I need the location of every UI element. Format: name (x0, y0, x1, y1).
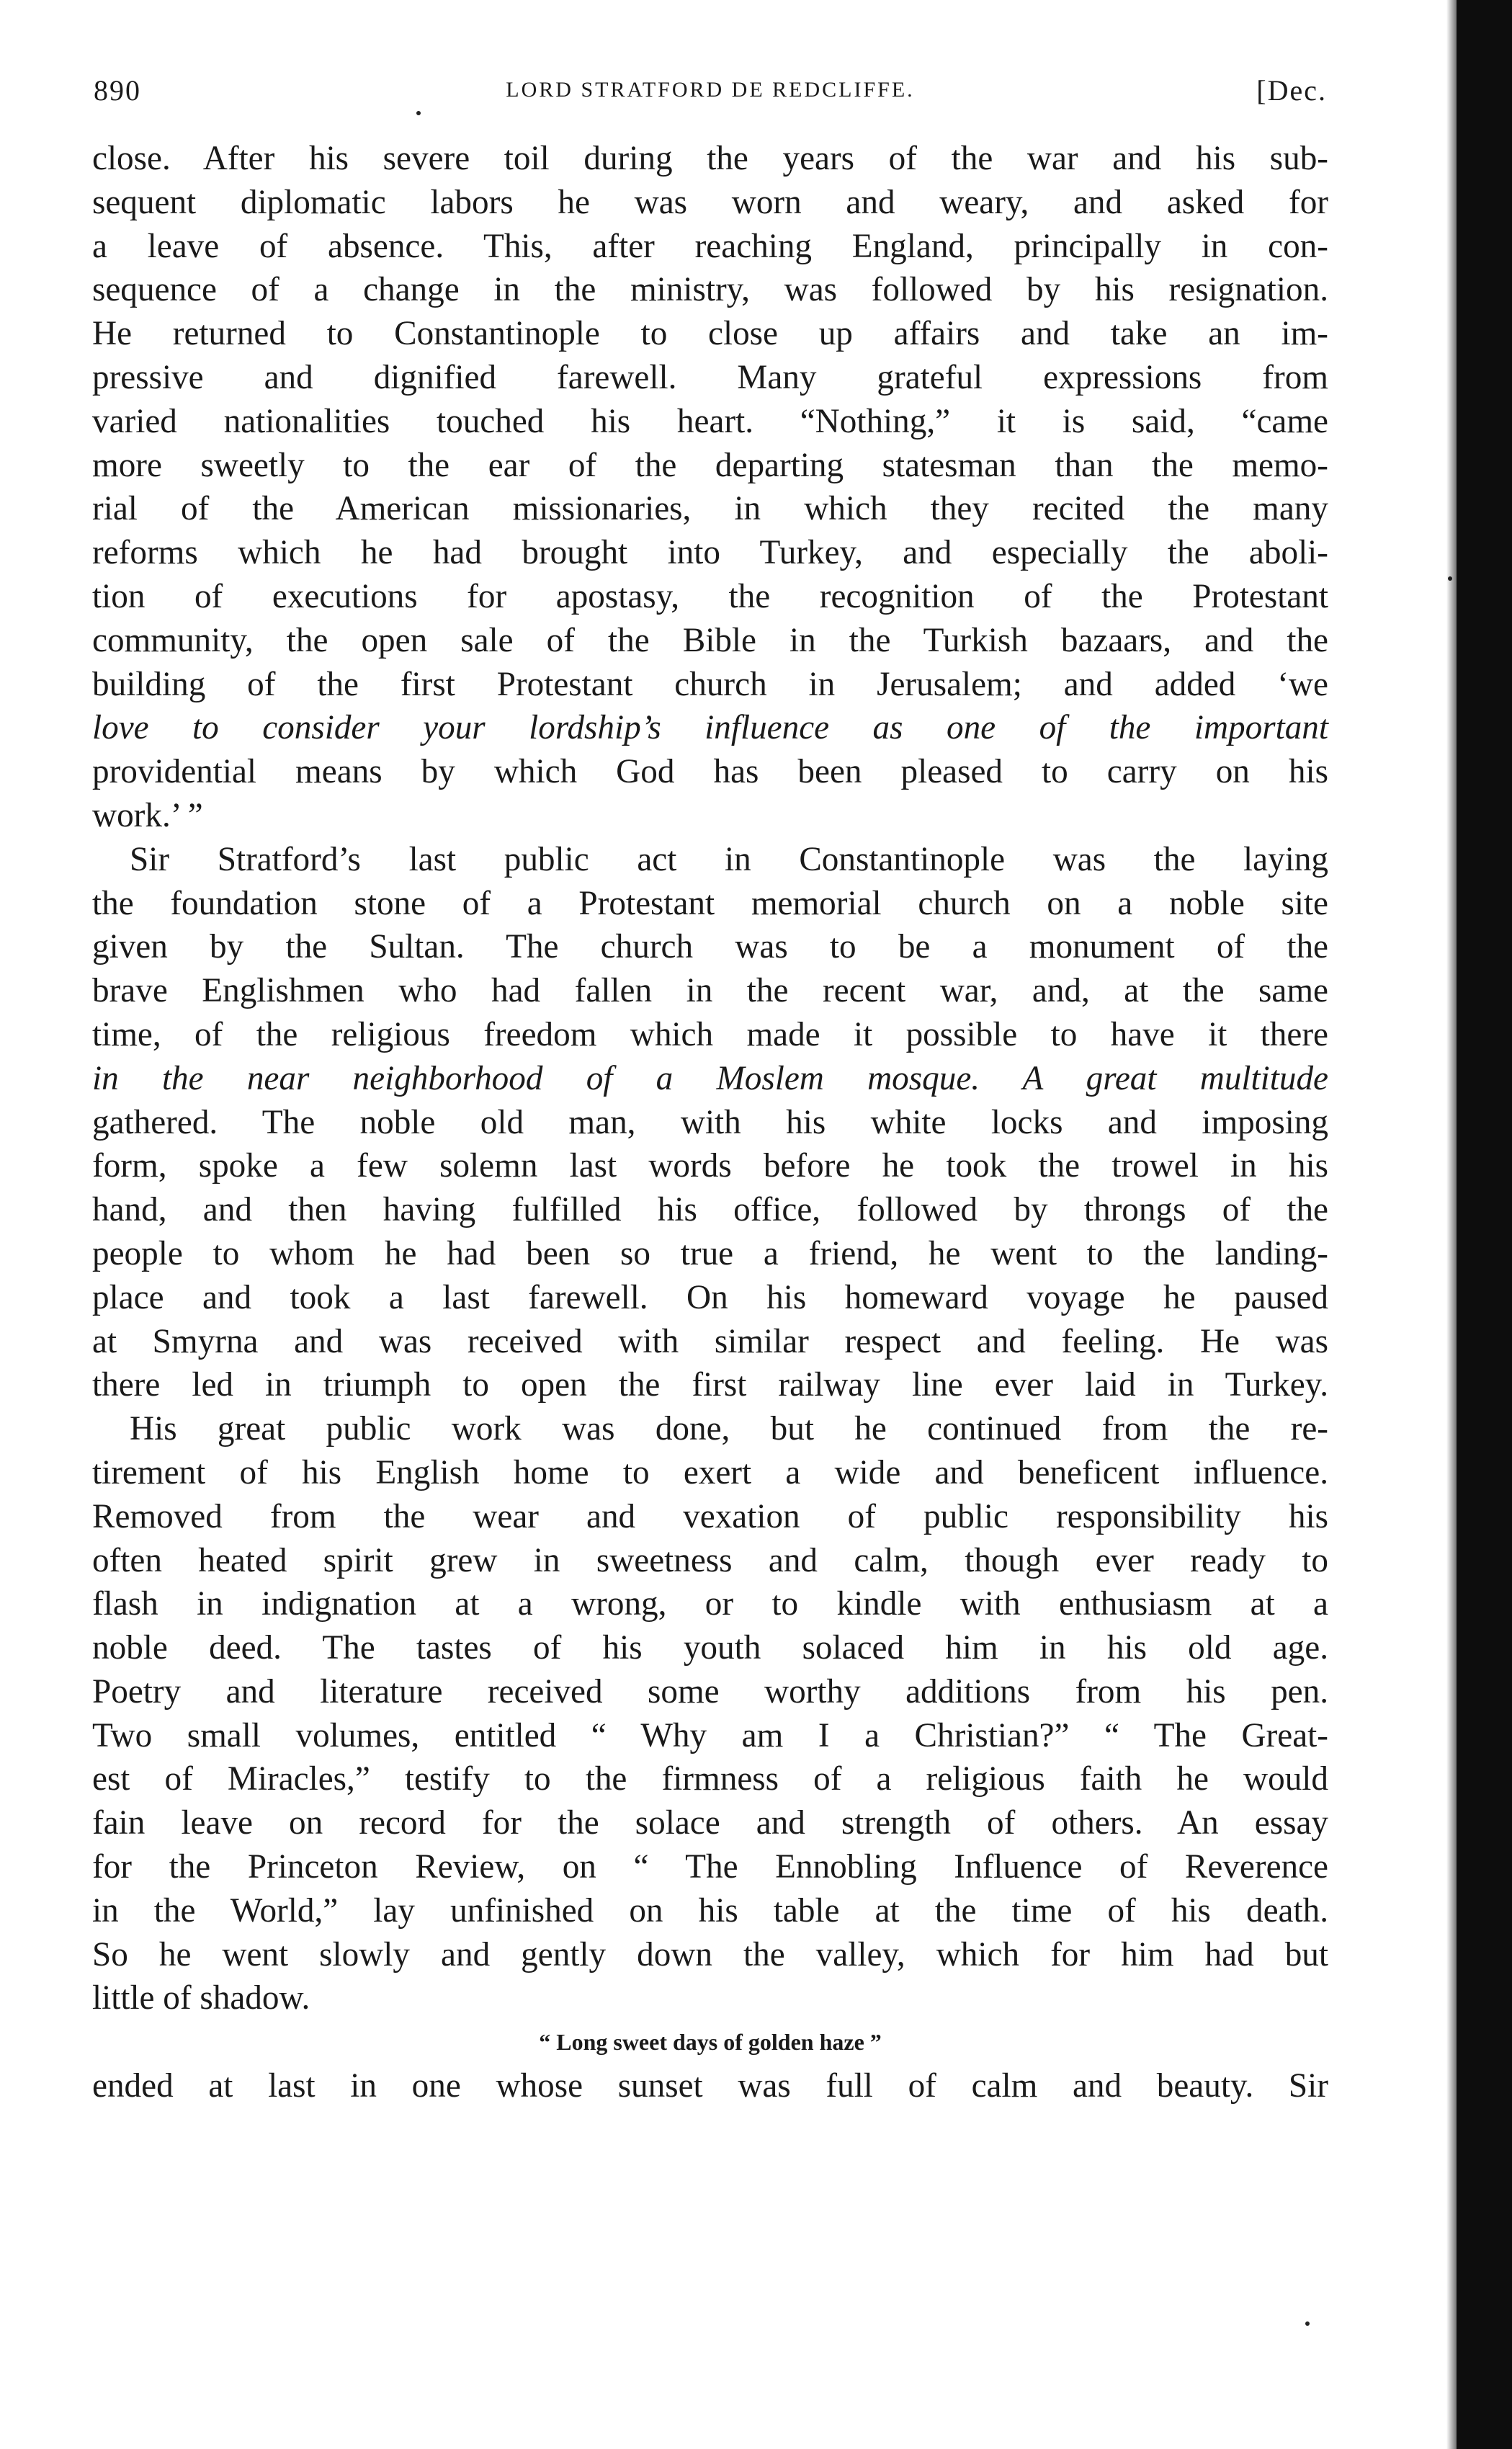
text-line: sequence of a change in the ministry, was followed by his resignation. (92, 271, 1328, 309)
text-line: community, the open sale of the Bible in the Turkish bazaars, and the (92, 621, 1328, 659)
text-line: ended at last in one whose sunset was full of calm and beauty. Sir (92, 2067, 1328, 2105)
text-line: often heated spirit grew in sweetness and calm, though ever ready to (92, 1541, 1328, 1579)
text-line: est of Miracles,” testify to the firmness of a religious faith he would (92, 1760, 1328, 1798)
text-line: His great public work was done, but he continued from the re- (130, 1410, 1328, 1448)
text-line: a leave of absence. This, after reaching England, principally in con- (92, 227, 1328, 265)
text-line: time, of the religious freedom which made it possible to have it there (92, 1015, 1328, 1053)
text-line: providential means by which God has been pleased to carry on his (92, 753, 1328, 791)
scan-edge-shadow (1457, 0, 1512, 2449)
text-line: in the near neighborhood of a Moslem mosque. A great multitude (92, 1059, 1328, 1097)
text-line: the foundation stone of a Protestant memorial church on a noble site (92, 884, 1328, 922)
text-line: varied nationalities touched his heart. “Nothing,” it is said, “came (92, 402, 1328, 440)
text-line: Sir Stratford’s last public act in Constantinople was the laying (130, 840, 1328, 878)
text-line: Poetry and literature received some worthy additions from his pen. (92, 1672, 1328, 1710)
body-text (92, 137, 1328, 2108)
text-line: little of shadow. (92, 1979, 310, 2017)
text-line: sequent diplomatic labors he was worn and weary, and asked for (92, 183, 1328, 221)
text-line: close. After his severe toil during the years of the war and his sub- (92, 140, 1328, 177)
text-line: love to consider your lordship’s influence as one of the important (92, 709, 1328, 747)
text-line: for the Princeton Review, on “ The Ennobling Influence of Reverence (92, 1848, 1328, 1886)
text-line: flash in indignation at a wrong, or to kindle with enthusiasm at a (92, 1585, 1328, 1623)
text-line: fain leave on record for the solace and strength of others. An essay (92, 1804, 1328, 1842)
text-line: pressive and dignified farewell. Many grateful expressions from (92, 358, 1328, 396)
poetry-quote: “ Long sweet days of golden haze ” (539, 2029, 882, 2056)
text-line: He returned to Constantinople to close up affairs and take an im- (92, 315, 1328, 353)
text-line: building of the first Protestant church in Jerusalem; and added ‘we (92, 665, 1328, 703)
scan-speck (1305, 2321, 1310, 2326)
text-line: work.’ ” (92, 796, 203, 834)
text-line: there led in triumph to open the first railway line ever laid in Turkey. (92, 1366, 1328, 1404)
running-title: LORD STRATFORD DE REDCLIFFE. (506, 78, 915, 102)
text-line: in the World,” lay unfinished on his table at the time of his death. (92, 1891, 1328, 1930)
text-line: Removed from the wear and vexation of public responsibility his (92, 1497, 1328, 1535)
text-line: reforms which he had brought into Turkey, and especially the aboli- (92, 534, 1328, 572)
text-line: place and took a last farewell. On his homeward voyage he paused (92, 1278, 1328, 1316)
text-line: rial of the American missionaries, in which they recited the many (92, 490, 1328, 528)
page-number: 890 (94, 74, 141, 107)
text-line: tion of executions for apostasy, the recognition of the Protestant (92, 577, 1328, 615)
text-line: brave Englishmen who had fallen in the recent war, and, at the same (92, 972, 1328, 1010)
text-line: given by the Sultan. The church was to be a monument of the (92, 928, 1328, 966)
text-line: So he went slowly and gently down the valley, which for him had but (92, 1935, 1328, 1973)
page-header (94, 73, 1327, 117)
text-line: people to whom he had been so true a friend, he went to the landing- (92, 1234, 1328, 1272)
text-line: at Smyrna and was received with similar respect and feeling. He was (92, 1322, 1328, 1360)
text-line: noble deed. The tastes of his youth solaced him in his old age. (92, 1629, 1328, 1667)
text-line: Two small volumes, entitled “ Why am I a Christian?” “ The Great- (92, 1716, 1328, 1754)
text-line: hand, and then having fulfilled his office, followed by throngs of the (92, 1191, 1328, 1229)
header-month: [Dec. (1256, 74, 1327, 107)
text-line: gathered. The noble old man, with his white locks and imposing (92, 1103, 1328, 1141)
text-line: form, spoke a few solemn last words before he took the trowel in his (92, 1147, 1328, 1185)
text-line: tirement of his English home to exert a wide and beneficent influence. (92, 1453, 1328, 1491)
scan-speck (416, 111, 421, 115)
text-line: more sweetly to the ear of the departing statesman than the memo- (92, 446, 1328, 484)
